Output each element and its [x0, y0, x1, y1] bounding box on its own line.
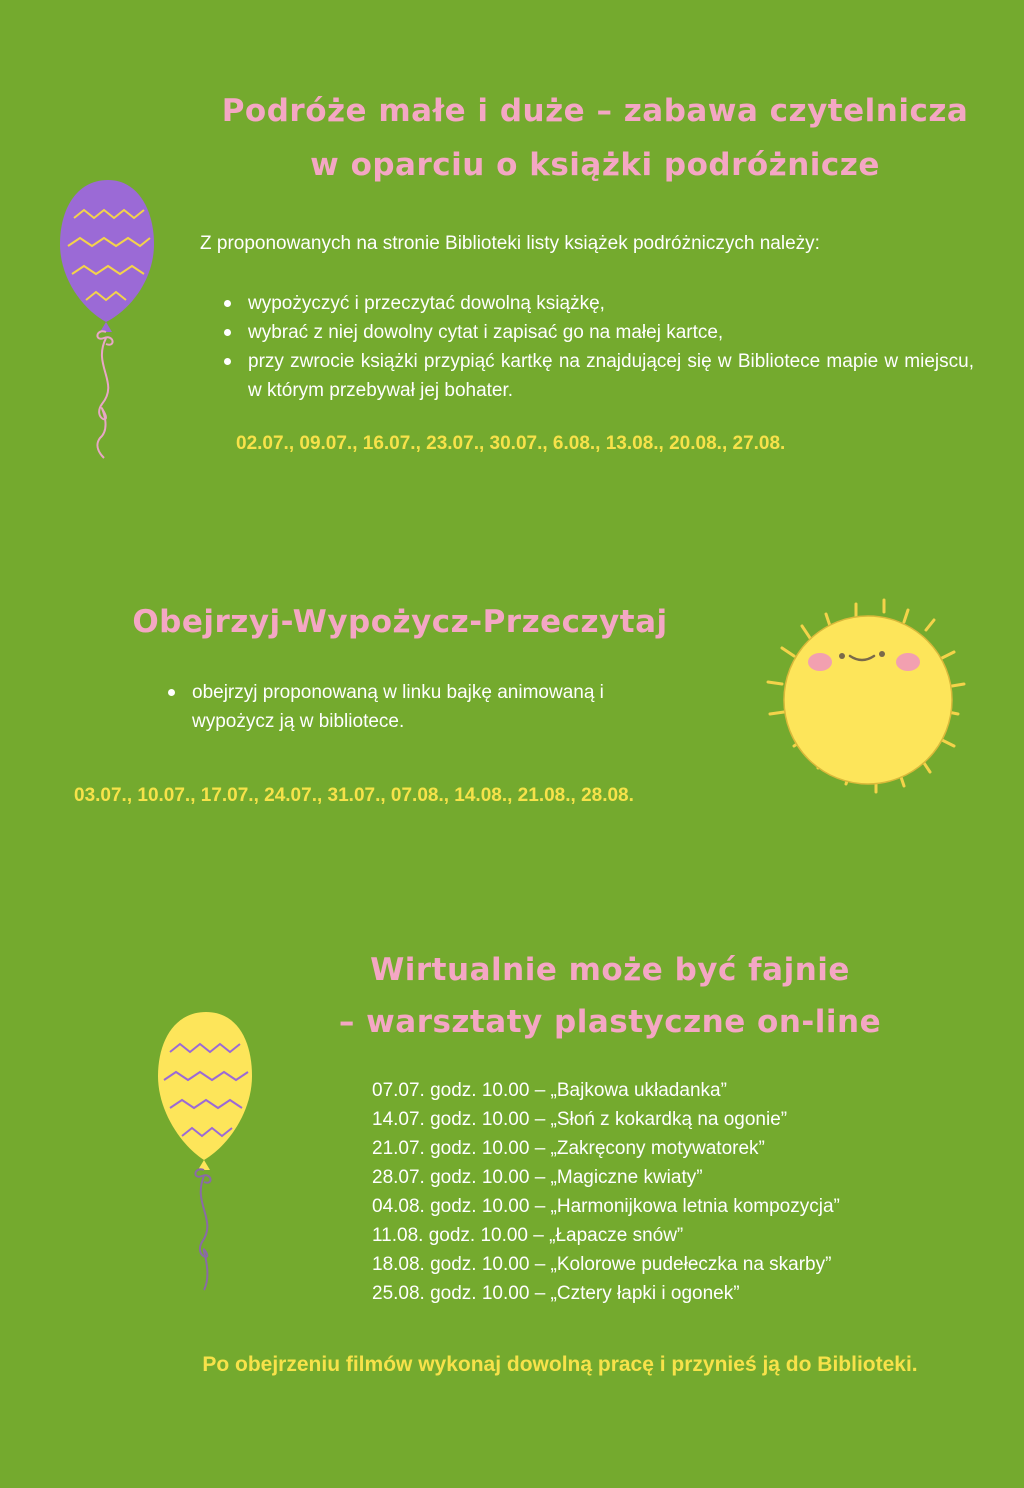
list-item: 14.07. godz. 10.00 – „Słoń z kokardką na ogonie”: [372, 1109, 788, 1130]
footer-note: Po obejrzeniu filmów wykonaj dowolną pracę i przynieś ją do Biblioteki.: [202, 1353, 918, 1376]
yellow-balloon-icon: [152, 1008, 262, 1298]
list-item: 11.08. godz. 10.00 – „Łapacze snów”: [372, 1225, 684, 1246]
list-item: 21.07. godz. 10.00 – „Zakręcony motywatorek”: [372, 1138, 765, 1159]
section1-title: [200, 84, 990, 192]
list-item: obejrzyj proponowaną w linku bajkę animowaną i wypożycz ją w bibliotece.: [168, 678, 668, 736]
section3-title-line1: Wirtualnie może być fajnie: [370, 952, 850, 988]
section1-intro: Z proponowanych na stronie Biblioteki listy książek podróżniczych należy:: [200, 233, 820, 254]
sun-icon: [758, 596, 972, 796]
section2-dates: 03.07., 10.07., 17.07., 24.07., 31.07., 07.08., 14.08., 21.08., 28.08.: [74, 785, 634, 806]
section1-title-line1: Podróże małe i duże – zabawa czytelnicza: [221, 93, 969, 129]
list-item: wybrać z niej dowolny cytat i zapisać go na małej kartce,: [224, 318, 974, 347]
section3-title: [300, 944, 920, 1048]
section1-bullet-list: [224, 289, 974, 405]
workshop-schedule: [372, 1076, 992, 1308]
section2-title: Obejrzyj-Wypożycz-Przeczytaj: [132, 604, 668, 640]
list-item: 07.07. godz. 10.00 – „Bajkowa układanka”: [372, 1080, 727, 1101]
list-item: przy zwrocie książki przypiąć kartkę na znajdującej się w Bibliotece mapie w miejscu, w którym przebywał jej bohater.: [224, 347, 974, 405]
section2-bullet-list: [168, 678, 668, 736]
list-item: 04.08. godz. 10.00 – „Harmonijkowa letnia kompozycja”: [372, 1196, 840, 1217]
section3-title-line2: – warsztaty plastyczne on-line: [338, 1004, 882, 1040]
list-item: 25.08. godz. 10.00 – „Cztery łapki i ogonek”: [372, 1283, 740, 1304]
list-item: wypożyczyć i przeczytać dowolną książkę,: [224, 289, 974, 318]
section1-title-line2: w oparciu o książki podróżnicze: [310, 147, 880, 183]
purple-balloon-icon: [56, 176, 166, 466]
list-item: 28.07. godz. 10.00 – „Magiczne kwiaty”: [372, 1167, 703, 1188]
section1-dates: 02.07., 09.07., 16.07., 23.07., 30.07., 6.08., 13.08., 20.08., 27.08.: [236, 433, 786, 454]
list-item: 18.08. godz. 10.00 – „Kolorowe pudełeczka na skarby”: [372, 1254, 832, 1275]
